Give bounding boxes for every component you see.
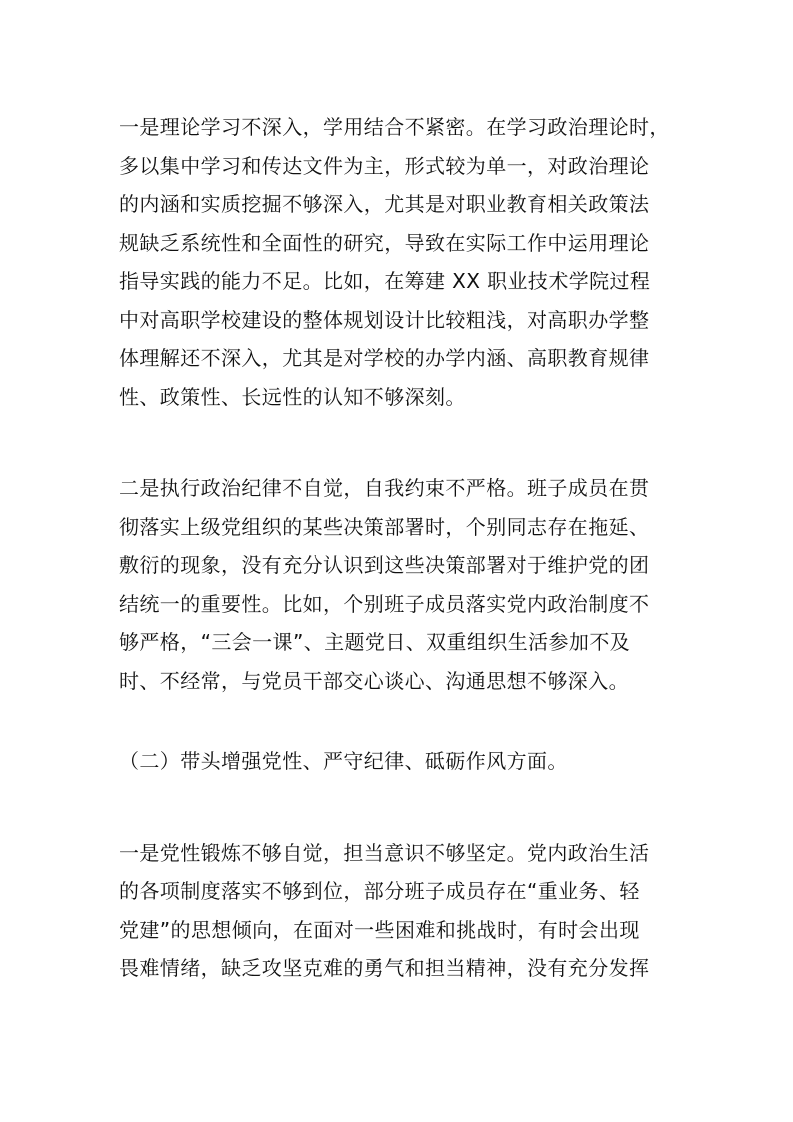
text-line: 中对高职学校建设的整体规划设计比较粗浅，对高职办学整 [119,307,650,332]
paragraph-theory-study [119,108,679,416]
paragraph-spacer [119,700,679,742]
text-line: 彻落实上级党组织的某些决策部署时，个别同志存在拖延、 [119,514,650,539]
paragraph-political-discipline [119,469,679,700]
text-line: 指导实践的能力不足。比如，在筹建 XX 职业技术学院过程 [119,269,651,293]
text-line: 多以集中学习和传达文件为主，形式较为单一，对政治理论 [119,153,650,178]
text-line: 的内涵和实质挖掘不够深入，尤其是对职业教育相关政策法 [119,192,650,216]
text-line: 体理解还不深入，尤其是对学校的办学内涵、高职教育规律 [119,346,650,370]
section-heading-text: （二）带头增强党性、严守纪律、砥砺作风方面。 [119,749,568,773]
text-line: 性、政策性、长远性的认知不够深刻。 [119,384,466,409]
text-line: 规缺乏系统性和全面性的研究，导致在实际工作中运用理论 [119,230,650,255]
paragraph-spacer [119,781,679,834]
text-line: 的各项制度落实不够到位，部分班子成员存在“重业务、轻 [119,879,640,903]
text-line: 党建”的思想倾向，在面对一些困难和挑战时，有时会出现 [119,917,640,942]
paragraph-spacer [119,416,679,469]
text-line: 够严格，“三会一课”、主题党日、双重组织生活参加不及 [119,630,631,654]
text-line: 畏难情绪，缺乏攻坚克难的勇气和担当精神，没有充分发挥 [119,956,650,980]
text-line: 一是党性锻炼不够自觉，担当意识不够坚定。党内政治生活 [119,840,650,865]
document-page [119,108,679,988]
text-line: 结统一的重要性。比如，个别班子成员落实党内政治制度不 [119,591,650,616]
section-heading [119,742,679,781]
text-line: 时、不经常，与党员干部交心谈心、沟通思想不够深入。 [119,668,629,693]
text-line: 二是执行政治纪律不自觉，自我约束不严格。班子成员在贯 [119,476,650,500]
text-line: 敷衍的现象，没有充分认识到这些决策部署对于维护党的团 [119,553,650,577]
paragraph-party-spirit [119,834,679,988]
text-line: 一是理论学习不深入，学用结合不紧密。在学习政治理论时， [119,115,670,139]
